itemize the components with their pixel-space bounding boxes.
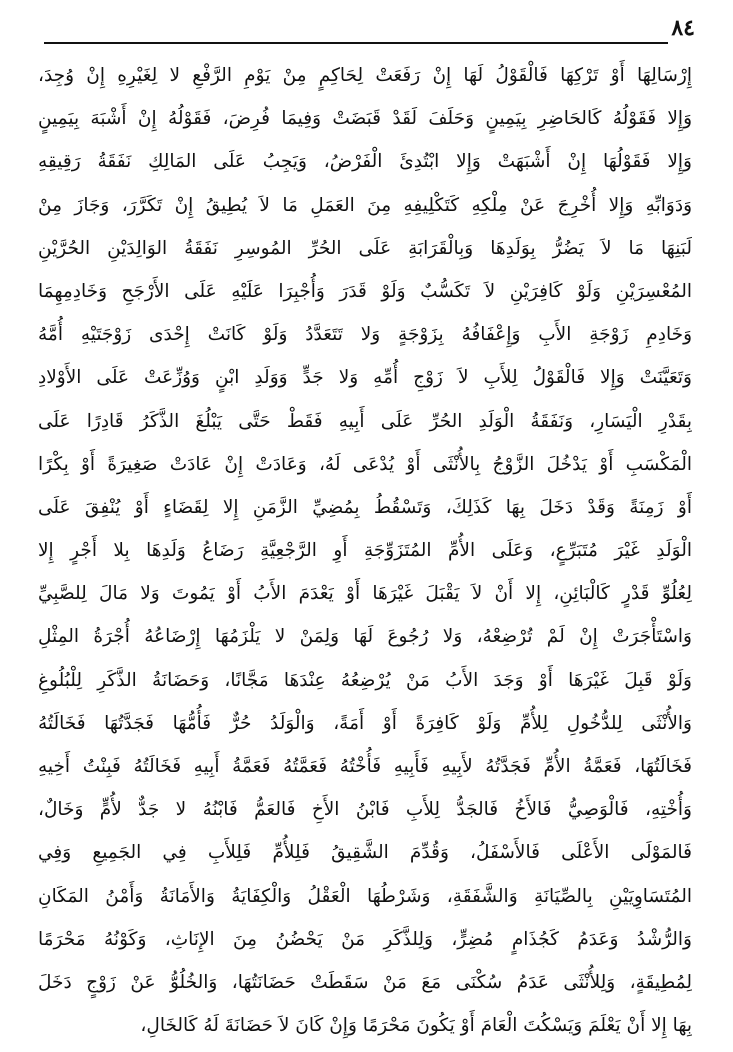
text-line: لِعُلُوِّ قَدْرٍ كَالْبَائِنِ، إِلا أَنْ لاَ يَقْبَلَ غَيْرَهَا أَوْ يَعْدَمَ الأَبُ أَوْ يَمُوتَ وَلا مَالَ لِلصَّبِيِّ <box>38 583 692 605</box>
text-line: وَإِلا فَقَوْلُهَا إِنْ أَشْبَهَتْ وَإِلا ابْتُدِئَ الْفَرْضُ، وَيَجِبُ عَلَى المَالِكِ نَفَقَةُ رَقِيقِهِ <box>38 151 692 173</box>
body-text <box>38 54 692 1047</box>
text-line: لَبَنِهَا مَا لاَ يَضُرُّ بِوَلَدِهَا وَبِالْقَرَابَةِ عَلَى الحُرِّ المُوسِرِ نَفَقَةُ الوَالِدَيْنِ الحُرَّيْنِ <box>38 237 692 259</box>
text-line: وَاسْتَأْجَرَتْ إِنْ لَمْ تُرْضِعْهُ، وَلا رُجُوعَ لَهَا وَلِمَنْ لا يَلْزَمُهَا إِرْضَاعُهُ أُجْرَةُ المِثْلِ <box>38 626 692 648</box>
text-line: المُتَسَاوِيَيْنِ بِالصِّيَانَةِ وَالشَّفَقَةِ، وَشَرْطُهَا الْعَقْلُ وَالْكِفَايَةُ وَالأَمَانَةُ وَأَمْنُ المَكَانِ <box>38 885 692 907</box>
text-line: فَالمَوْلَى الأَعْلَى فَالأَسْفَلُ، وَقُدِّمَ الشَّقِيقُ فَلِلأُمِّ فَلِلأَبِ فِي الجَمِيعِ وَفِي <box>38 842 692 864</box>
text-line: وَدَوَابِّهِ وَإِلا أُخْرِجَ عَنْ مِلْكِهِ كَتَكْلِيفِهِ مِنَ العَمَلِ مَا لاَ يُطِيقُ إِنْ تَكَرَّرَ، وَجَازَ مِنْ <box>38 194 692 216</box>
text-line: الْمَكْسَبِ أَوْ يَدْخُلَ الزَّوْجُ بِالأُنْثَى أَوْ يُدْعَى لَهُ، وَعَادَتْ إِنْ عَادَتْ صَغِيرَةً أَوْ بِكْرًا <box>38 453 692 475</box>
text-line: أَوْ زَمِنَةً وَقَدْ دَخَلَ بِهَا كَذَلِكَ، وَتَسْقُطُ بِمُضِيِّ الزَّمَنِ إِلا لِقَضَاءٍ أَوْ يُنْفِقَ عَلَى <box>38 496 692 518</box>
text-line: بِهَا إِلا أَنْ يَعْلَمَ وَيَسْكُتَ الْعَامَ أَوْ يَكُونَ مَحْرَمًا وَإِنْ كَانَ لاَ حَضَانَةَ لَهُ كَالخَالِ، <box>140 1015 692 1037</box>
text-line: وَالأُنْثَى لِلدُّخُولِ لِلأُمِّ وَلَوْ كَافِرَةً أَوْ أَمَةً، وَالْوَلَدُ حُرٌّ فَأُمُّهَا فَجَدَّتُهَا فَخَالَتُهُ <box>38 712 692 734</box>
text-line: بِقَدْرِ الْيَسَارِ، وَنَفَقَةُ الْوَلَدِ الحُرِّ عَلَى أَبِيهِ فَقَطْ حَتَّى يَبْلُغَ الذَّكَرُ قَادِرًا عَلَى <box>38 410 692 432</box>
text-line: وَالرُّشْدُ وَعَدَمُ كَجُذَامٍ مُضِرٍّ، وَلِلذَّكَرِ مَنْ يَحْضُنُ مِنَ الإِنَاثِ، وَكَوْنُهُ مَحْرَمًا <box>38 928 692 950</box>
text-line: وَلَوْ قَبِلَ غَيْرَهَا أَوْ وَجَدَ الأَبُ مَنْ يُرْضِعُهُ عِنْدَهَا مَجَّانًا، وَحَضَانَةُ الذَّكَرِ لِلْبُلُوغِ <box>38 669 692 691</box>
text-line: إِرْسَالِهَا أَوْ تَرْكِهَا فَالْقَوْلُ لَهَا إِنْ رَفَعَتْ لِحَاكِمٍ مِنْ يَوْمِ الرَّفْعِ لا لِغَيْرِهِ إِنْ وُجِدَ، <box>38 65 692 86</box>
text-line: وَخَادِمِ زَوْجَةِ الأَبِ وَإِعْفَافُهُ بِزَوْجَةٍ وَلا تَتَعَدَّدُ وَلَوْ كَانَتْ إِحْدَى زَوْجَتَيْهِ أُمَّهُ <box>38 324 692 346</box>
text-line: وَإِلا فَقَوْلُهُ كَالحَاضِرِ بِيَمِينٍ وَحَلَفَ لَقَدْ قَبَضَتْ وَفِيمَا فُرِضَ، فَقَوْلُهُ إِنْ أَشْبَهَ بِيَمِينٍ <box>38 108 692 130</box>
text-line: المُعْسِرَيْنِ وَلَوْ كَافِرَيْنِ لاَ تَكَسُّبٌ وَلَوْ قَدَرَ وَأُجْبِرَا عَلَيْهِ عَلَى الأَرْجَحِ وَخَادِمِهِمَا <box>38 280 692 302</box>
page-number: ٨٤ <box>671 15 695 41</box>
text-line: الْوَلَدِ غَيْرَ مُتَبَرِّعٍ، وَعَلَى الأُمِّ المُتَزَوِّجَةِ أَوِ الرَّجْعِيَّةِ رَضَاعُ وَلَدِهَا بِلا أَجْرٍ إِلا <box>38 540 692 562</box>
text-line: وَتَعَيَّنَتْ وَإِلا فَالْقَوْلُ لِلأَبِ لاَ زَوْجِ أُمِّهِ وَلا جَدٍّ وَوَلَدِ ابْنٍ وَوُزِّعَتْ عَلَى الأَوْلادِ <box>38 367 692 389</box>
text-line: فَخَالَتُهَا، فَعَمَّةُ الأُمِّ فَجَدَّتُهُ لأَبِيهِ فَأَبِيهِ فَأُخْتُهُ فَعَمَّتُهُ فَعَمَّةُ أَبِيهِ فَخَالَتُهُ فَبِنْتُ أَخِيهِ <box>38 756 692 777</box>
text-line: وَأُخْتِهِ، فَالْوَصِيُّ فَالأَخُ فَالجَدُّ لِلأَبِ فَابْنُ الأَخِ فَالعَمُّ فَابْنُهُ لا جَدٌّ لأُمٍّ وَخَالٌ، <box>38 799 692 821</box>
text-line: لِمُطِيقَةٍ، وَلِلأُنْثَى عَدَمُ سُكْنَى مَعَ مَنْ سَقَطَتْ حَضَانَتُهَا، وَالخُلُوُّ عَنْ زَوْجٍ دَخَلَ <box>38 971 692 993</box>
header-rule <box>44 42 668 44</box>
